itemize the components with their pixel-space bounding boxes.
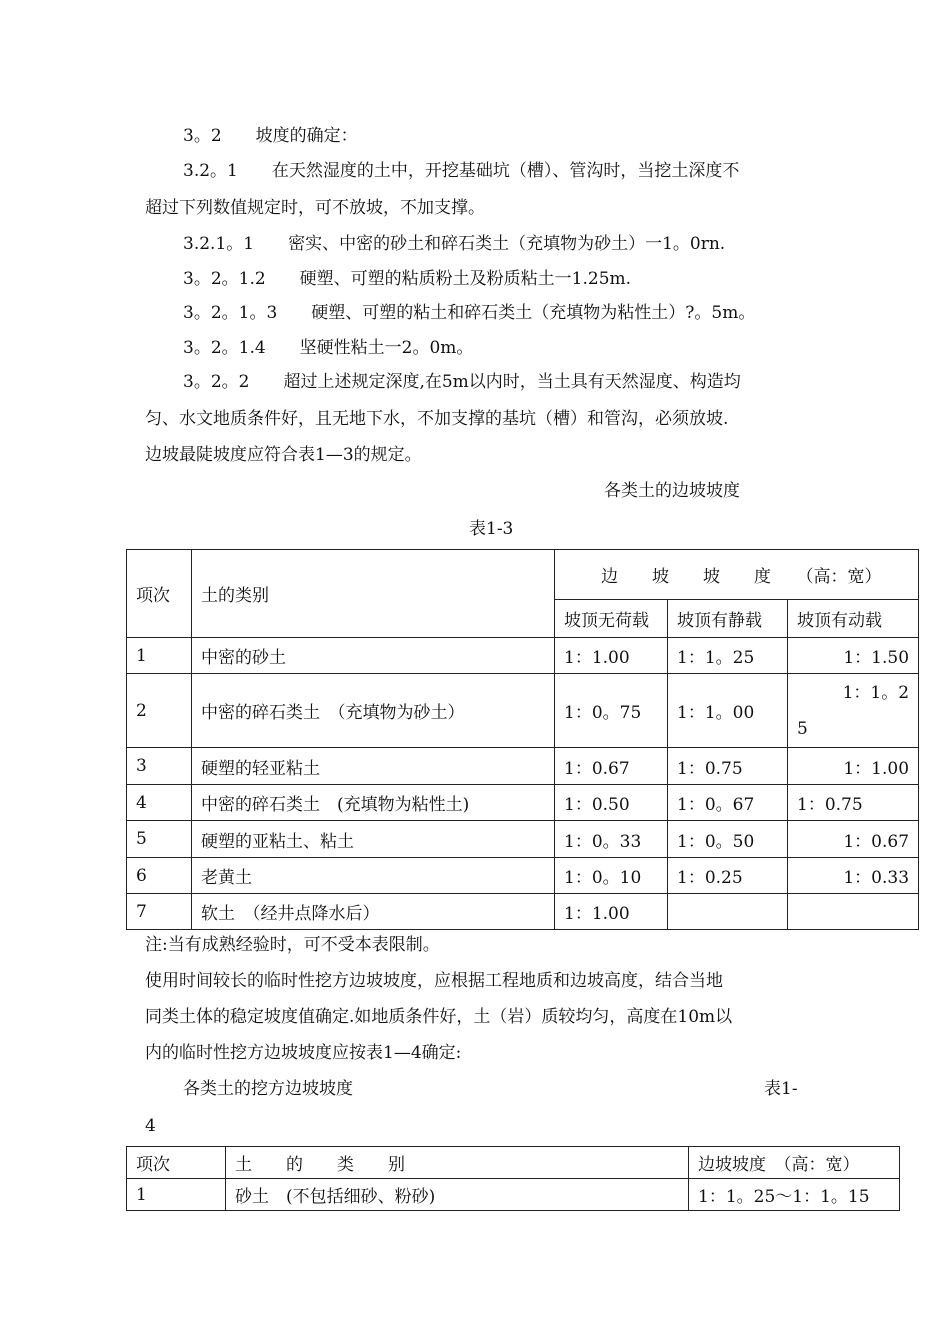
cell-no-load: 1：1.00 xyxy=(555,638,668,674)
paragraph-line: 3。2。1.4 坚硬性粘土一2。0m。 xyxy=(183,338,474,358)
cell-static-load xyxy=(668,894,788,930)
cell-slope: 1：1。25～1：1。15 xyxy=(689,1179,900,1211)
cell-no-load: 1：0。75 xyxy=(555,674,668,748)
header-slope: 边 坡 坡 度 （高：宽） xyxy=(555,550,919,600)
cell-no: 5 xyxy=(127,821,192,858)
header-no-load: 坡顶无荷载 xyxy=(555,600,668,638)
cell-static-load: 1：1。25 xyxy=(668,638,788,674)
header-static-load: 坡顶有静载 xyxy=(668,600,788,638)
table-row xyxy=(127,1179,900,1211)
table-note: 注:当有成熟经验时，可不受本表限制。 xyxy=(145,935,440,955)
table-label: 表1- xyxy=(764,1079,798,1099)
table-row xyxy=(127,894,919,930)
cell-no-load: 1：0。33 xyxy=(555,821,668,858)
cell-dynamic-load: 1：0.33 xyxy=(788,858,919,894)
header-no: 项次 xyxy=(127,550,192,638)
slope-table-1-3 xyxy=(126,549,919,930)
cell-soil-type: 软土 （经井点降水后） xyxy=(192,894,555,930)
cell-dynamic-load: 1：1.00 xyxy=(788,748,919,785)
table-title: 各类土的边坡坡度 xyxy=(604,481,740,501)
cell-soil-type: 中密的砂土 xyxy=(192,638,555,674)
cell-soil-type: 硬塑的亚粘土、粘土 xyxy=(192,821,555,858)
cell-no: 3 xyxy=(127,748,192,785)
table-row xyxy=(127,638,919,674)
paragraph-line: 3.2.1。1 密实、中密的砂土和碎石类土（充填物为砂土）一1。0rn. xyxy=(183,234,726,254)
cell-static-load: 1：0。50 xyxy=(668,821,788,858)
table-label: 表1-3 xyxy=(469,519,514,539)
header-dynamic-load: 坡顶有动载 xyxy=(788,600,919,638)
cell-no-load: 1：1.00 xyxy=(555,894,668,930)
excavation-slope-table-1-4 xyxy=(126,1146,900,1211)
paragraph-line: 边坡最陡坡度应符合表1—3的规定。 xyxy=(145,445,422,465)
cell-static-load: 1：0.75 xyxy=(668,748,788,785)
header-soil-type: 土的类别 xyxy=(192,550,555,638)
paragraph-line: 3。2。2 超过上述规定深度,在5m以内时，当土具有天然湿度、构造均 xyxy=(183,372,741,392)
cell-soil-type: 老黄土 xyxy=(192,858,555,894)
table-row xyxy=(127,785,919,821)
cell-no-load: 1：0。10 xyxy=(555,858,668,894)
paragraph-line: 超过下列数值规定时，可不放坡，不加支撑。 xyxy=(145,198,485,218)
header-slope: 边坡坡度 （高：宽） xyxy=(689,1147,900,1179)
paragraph-line: 3.2。1 在天然湿度的土中，开挖基础坑（槽）、管沟时，当挖土深度不 xyxy=(183,161,740,181)
cell-no: 2 xyxy=(127,674,192,748)
cell-dynamic-load-line2: 5 xyxy=(797,718,808,739)
paragraph-line: 使用时间较长的临时性挖方边坡坡度，应根据工程地质和边坡高度，结合当地 xyxy=(145,971,723,991)
table-row xyxy=(127,748,919,785)
paragraph-line: 3。2。1。3 硬塑、可塑的粘土和碎石类土（充填物为粘性土）?。5m。 xyxy=(183,303,756,323)
cell-no-load: 1：0.67 xyxy=(555,748,668,785)
cell-no: 4 xyxy=(127,785,192,821)
paragraph-line: 匀、水文地质条件好，且无地下水，不加支撑的基坑（槽）和管沟，必须放坡. xyxy=(145,409,729,429)
header-no: 项次 xyxy=(127,1147,226,1179)
cell-static-load: 1：1。00 xyxy=(668,674,788,748)
table-row xyxy=(127,858,919,894)
cell-no-load: 1：0.50 xyxy=(555,785,668,821)
table-row xyxy=(127,674,919,748)
cell-soil-type: 中密的碎石类土 （充填物为砂土） xyxy=(192,674,555,748)
cell-dynamic-load xyxy=(788,894,919,930)
cell-dynamic-load: 1：1.50 xyxy=(788,638,919,674)
cell-dynamic-load xyxy=(788,674,919,748)
cell-dynamic-load: 1：0.75 xyxy=(788,785,919,821)
table-label-continued: 4 xyxy=(145,1116,156,1136)
cell-no: 1 xyxy=(127,1179,226,1211)
cell-no: 7 xyxy=(127,894,192,930)
paragraph-line: 3。2。1.2 硬塑、可塑的粘质粉土及粉质粘土一1.25m. xyxy=(183,269,632,289)
paragraph-line: 同类土体的稳定坡度值确定.如地质条件好，土（岩）质较均匀，高度在10m以 xyxy=(145,1007,733,1027)
cell-static-load: 1：0.25 xyxy=(668,858,788,894)
cell-static-load: 1：0。67 xyxy=(668,785,788,821)
table-title: 各类土的挖方边坡坡度 xyxy=(183,1079,353,1099)
section-heading: 3。2 坡度的确定： xyxy=(183,126,358,146)
cell-soil-type: 砂土 (不包括细砂、粉砂) xyxy=(226,1179,689,1211)
cell-no: 6 xyxy=(127,858,192,894)
cell-soil-type: 硬塑的轻亚粘土 xyxy=(192,748,555,785)
header-soil-type: 土 的 类 别 xyxy=(226,1147,689,1179)
cell-soil-type: 中密的碎石类土 (充填物为粘性土) xyxy=(192,785,555,821)
cell-no: 1 xyxy=(127,638,192,674)
paragraph-line: 内的临时性挖方边坡坡度应按表1—4确定: xyxy=(145,1043,462,1063)
table-row xyxy=(127,821,919,858)
cell-dynamic-load: 1：0.67 xyxy=(788,821,919,858)
cell-dynamic-load-line1: 1：1。2 xyxy=(842,682,910,703)
